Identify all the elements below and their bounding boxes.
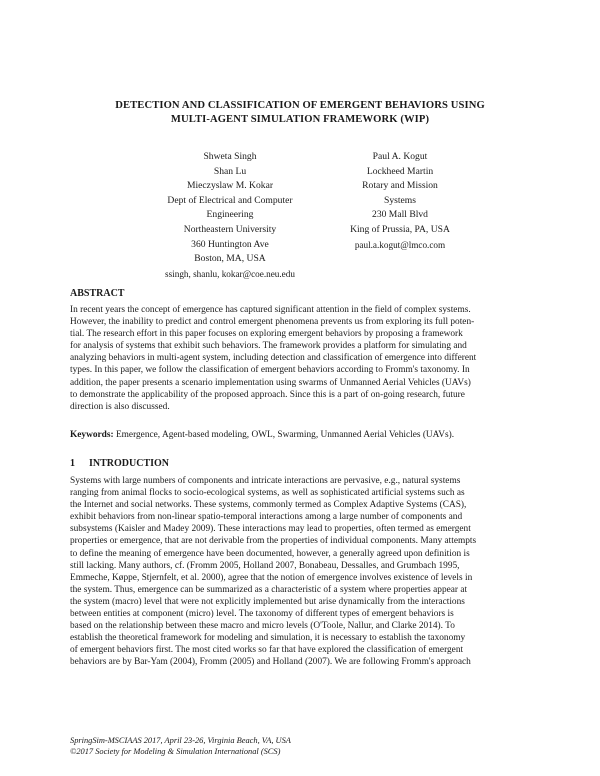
abstract-line: to demonstrate the applicability of the proposed approach. Since this is a part of on-going research, future [70,389,465,400]
keywords-label: Keywords: [70,430,114,440]
section-number: 1 [70,458,75,469]
title-line-1: DETECTION AND CLASSIFICATION OF EMERGENT BEHAVIORS USING [115,100,485,111]
intro-line: the Internet and social networks. These systems, commonly termed as Complex Adaptive Systems (CAS), [70,500,467,511]
author-name: Mieczyslaw M. Kokar [186,180,274,192]
abstract-line: types. In this paper, we follow the classification of emergent behaviors according to Fromm's taxonomy. In [70,365,470,376]
title-line-2: MULTI-AGENT SIMULATION FRAMEWORK (WIP) [170,114,430,125]
intro-line: properties or emergence, that are not derivable from the properties of individual components. Many attempts [70,536,477,547]
section-heading-introduction [70,458,169,469]
keywords [70,429,540,441]
abstract-line: tial. The research effort in this paper focuses on exploring emergent behaviors by proposing a framework [70,329,463,340]
author-city: Boston, MA, USA [194,253,266,265]
author-department: Dept of Electrical and Computer Engineering [167,194,293,221]
abstract-line: However, the inability to predict and control emergent phenomena prevents us from exploring its full poten- [70,317,475,328]
paper-title [70,99,530,127]
abstract-line: addition, the paper presents a scenario implementation using swarms of Unmanned Aerial Vehicles (UAVs) [70,377,471,388]
intro-line: between entities at component (micro) level. The taxonomy of different types of emergent behaviors is [70,609,454,620]
author-organization: Lockheed Martin [366,165,434,177]
author-street: 360 Huntington Ave [191,238,269,250]
intro-line: Emmeche, Køppe, Stjernfelt, et al. 2000), agree that the notion of emergence involves existence of levels in [70,572,473,583]
intro-line: establish the theoretical framework for modeling and simulation, it is necessary to establish the taxonomy [70,633,466,644]
intro-line: Systems with large numbers of components and intricate interactions are pervasive, e.g., natural systems [70,476,461,486]
intro-line: of emergent behaviors first. The most cited works so far that have explored the classification of emergent [70,645,464,656]
intro-line: to define the meaning of emergence have been documented, however, a generally agreed upon definition is [70,548,470,559]
footer-conference: SpringSim-MSCIAAS 2017, April 23-26, Virginia Beach, VA, USA [70,736,291,745]
intro-line: the system. Thus, emergence can be summarized as a characteristic of a system where properties appear at [70,584,468,595]
abstract-body [70,304,530,413]
author-name: Paul A. Kogut [372,151,428,162]
abstract-heading: ABSTRACT [70,288,125,299]
page-footer [70,735,291,757]
author-university: Northeastern University [183,223,277,235]
author-division: Rotary and Mission Systems [362,180,438,206]
author-name: Shan Lu [213,165,247,177]
abstract-line: for analysis of systems that exhibit such behaviors. The framework provides a platform for simulating and [70,341,467,352]
author-email: paul.a.kogut@lmco.com [354,239,446,250]
intro-line: exhibit behaviors from non-linear spatio-temporal interactions among a large number of components and [70,512,463,523]
keywords-text: Emergence, Agent-based modeling, OWL, Swarming, Unmanned Aerial Vehicles (UAVs). [113,430,455,440]
introduction-body [70,475,530,669]
intro-line: the system (macro) level that were not explicitly implemented but arise dynamically from the interactions [70,596,465,607]
author-name: Shweta Singh [203,151,257,162]
abstract-line: In recent years the concept of emergence has captured significant attention in the field of complex systems. [70,305,471,315]
author-street: 230 Mall Blvd [372,209,428,221]
authors-block-right [345,150,455,252]
intro-line: subsystems (Kaisler and Madey 2009). These interactions may lead to properties, often termed as emergent [70,524,471,535]
intro-line: based on the relationship between these macro and micro levels (O'Toole, Nallur, and Clarke 2014). To [70,621,455,632]
intro-line: ranging from animal flocks to socio-ecological systems, as well as sophisticated artificial systems such as [70,488,465,499]
abstract-line: analyzing behaviors in multi-agent system, including detection and classification of emergence into different [70,353,477,364]
author-email: ssingh, shanlu, kokar@coe.neu.edu [165,268,295,279]
intro-line: behaviors are by Bar-Yam (2004), Fromm (2005) and Holland (2007). We are following Fromm's approach [70,657,471,668]
author-city: King of Prussia, PA, USA [350,223,450,235]
section-title: INTRODUCTION [89,458,170,469]
footer-copyright: ©2017 Society for Modeling & Simulation International (SCS) [70,747,281,756]
abstract-line: direction is also discussed. [70,401,170,412]
intro-line: still lacking. Many authors, cf. (Fromm 2005, Holland 2007, Bonabeau, Dessalles, and Grumbach 1995, [70,560,460,571]
authors-block-left [150,150,310,281]
